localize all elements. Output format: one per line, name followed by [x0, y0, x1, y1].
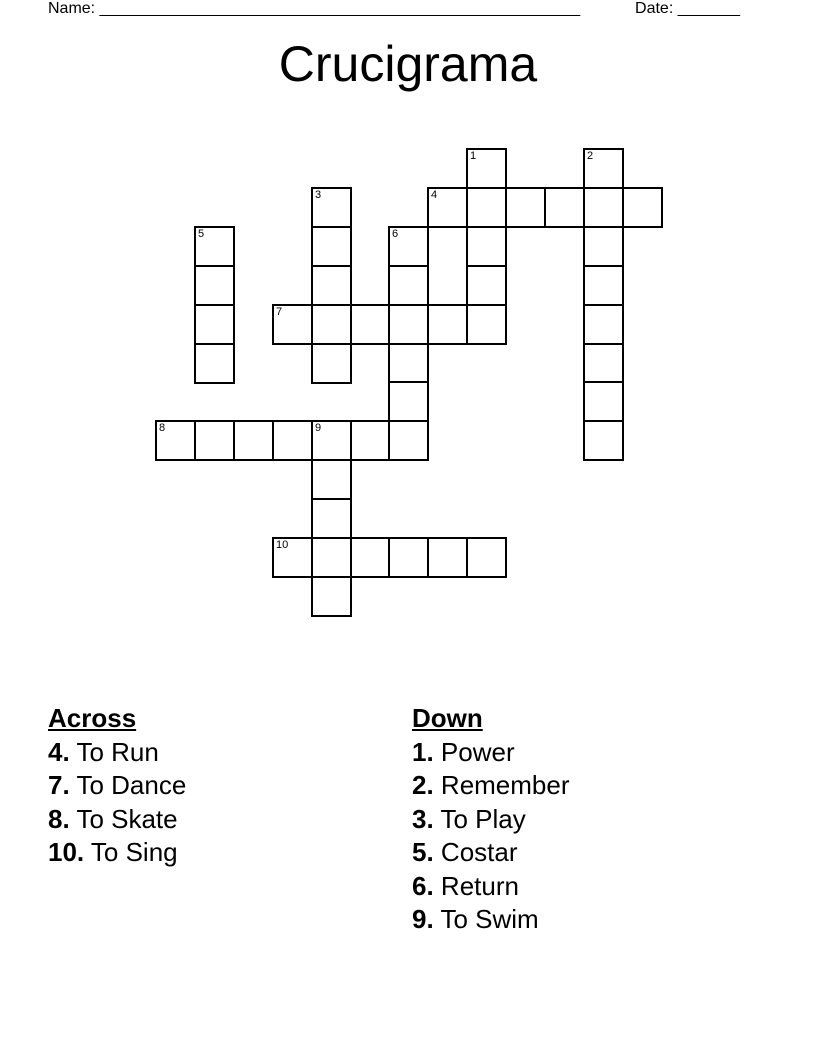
cell-number: 8: [159, 422, 166, 434]
crossword-cell[interactable]: [583, 343, 624, 384]
crossword-cell[interactable]: [388, 265, 429, 306]
crossword-cell[interactable]: [466, 304, 507, 345]
crossword-cell[interactable]: [583, 226, 624, 267]
crossword-cell[interactable]: [427, 537, 468, 578]
clue-down-9: [412, 903, 570, 937]
crossword-cell[interactable]: [350, 420, 391, 461]
crossword-cell[interactable]: [388, 226, 429, 267]
clue-text: To Run: [69, 736, 159, 767]
crossword-cell[interactable]: [194, 343, 235, 384]
crossword-cell[interactable]: [583, 148, 624, 189]
crossword-cell[interactable]: [466, 148, 507, 189]
crossword-cell[interactable]: [427, 304, 468, 345]
crossword-cell[interactable]: [272, 304, 313, 345]
clue-down-5: [412, 836, 570, 870]
crossword-cell[interactable]: [466, 537, 507, 578]
clue-down-6: [412, 870, 570, 904]
clue-number: 6.: [412, 870, 434, 901]
clue-text: To Swim: [433, 904, 539, 934]
crossword-cell[interactable]: [311, 187, 352, 228]
crossword-cell[interactable]: [388, 537, 429, 578]
crossword-cell[interactable]: [233, 420, 274, 461]
across-heading: Across: [48, 703, 137, 733]
cell-number: 7: [276, 306, 283, 318]
crossword-cell[interactable]: [388, 343, 429, 384]
cell-number: 1: [470, 150, 477, 162]
clue-text: To Dance: [69, 770, 187, 800]
crossword-cell[interactable]: [544, 187, 585, 228]
clue-down-1: [412, 736, 570, 770]
cell-number: 3: [315, 189, 322, 201]
crossword-cell[interactable]: [505, 187, 546, 228]
clue-number: 4.: [48, 736, 70, 767]
crossword-cell[interactable]: [388, 420, 429, 461]
clue-across-8: [48, 803, 186, 837]
crossword-cell[interactable]: [272, 420, 313, 461]
clue-number: 7.: [48, 770, 70, 800]
crossword-cell[interactable]: [194, 304, 235, 345]
cell-number: 10: [276, 539, 289, 551]
clue-down-2: [412, 769, 570, 803]
crossword-cell[interactable]: [311, 498, 352, 539]
cell-number: 9: [315, 422, 322, 434]
crossword-cell[interactable]: [388, 381, 429, 422]
clue-number: 1.: [412, 736, 434, 767]
clue-across-7: [48, 769, 186, 803]
date-field: Date: _______: [635, 0, 740, 17]
clue-text: Remember: [433, 770, 570, 800]
crossword-cell[interactable]: [311, 420, 352, 461]
crossword-cell[interactable]: [427, 187, 468, 228]
clue-text: Power: [433, 736, 515, 767]
clue-across-4: [48, 736, 186, 770]
crossword-cell[interactable]: [583, 420, 624, 461]
crossword-cell[interactable]: [583, 381, 624, 422]
clue-text: Costar: [433, 837, 518, 867]
down-clues: [412, 702, 570, 937]
crossword-cell[interactable]: [466, 226, 507, 267]
across-clues: [48, 702, 186, 870]
crossword-cell[interactable]: [388, 304, 429, 345]
cell-number: 2: [587, 150, 594, 162]
cell-number: 6: [392, 228, 399, 240]
clue-number: 3.: [412, 803, 434, 834]
crossword-cell[interactable]: [311, 576, 352, 617]
crossword-cell[interactable]: [311, 343, 352, 384]
clue-text: Return: [433, 870, 519, 901]
crossword-cell[interactable]: [311, 304, 352, 345]
clue-text: To Play: [433, 803, 526, 834]
clue-number: 10.: [48, 837, 85, 867]
clue-number: 9.: [412, 904, 434, 934]
crossword-cell[interactable]: [350, 537, 391, 578]
crossword-cell[interactable]: [583, 187, 624, 228]
crossword-cell[interactable]: [155, 420, 196, 461]
crossword-cell[interactable]: [311, 537, 352, 578]
clue-number: 8.: [48, 803, 70, 834]
crossword-cell[interactable]: [194, 265, 235, 306]
clue-number: 5.: [412, 837, 434, 867]
clue-down-3: [412, 803, 570, 837]
crossword-cell[interactable]: [583, 265, 624, 306]
crossword-cell[interactable]: [622, 187, 663, 228]
crossword-cell[interactable]: [194, 226, 235, 267]
clue-number: 2.: [412, 770, 434, 800]
clue-text: To Sing: [84, 837, 178, 867]
cell-number: 5: [198, 228, 205, 240]
crossword-cell[interactable]: [466, 187, 507, 228]
clue-text: To Skate: [69, 803, 178, 834]
crossword-cell[interactable]: [272, 537, 313, 578]
crossword-cell[interactable]: [583, 304, 624, 345]
crossword-cell[interactable]: [466, 265, 507, 306]
clue-across-10: [48, 836, 186, 870]
page-title: Crucigrama: [278, 36, 538, 92]
down-heading: Down: [412, 703, 483, 733]
crossword-cell[interactable]: [311, 226, 352, 267]
crossword-cell[interactable]: [311, 265, 352, 306]
crossword-cell[interactable]: [194, 420, 235, 461]
crossword-cell[interactable]: [350, 304, 391, 345]
cell-number: 4: [431, 189, 438, 201]
crossword-cell[interactable]: [311, 459, 352, 500]
name-field: Name: ______________________________________________________: [48, 0, 581, 17]
